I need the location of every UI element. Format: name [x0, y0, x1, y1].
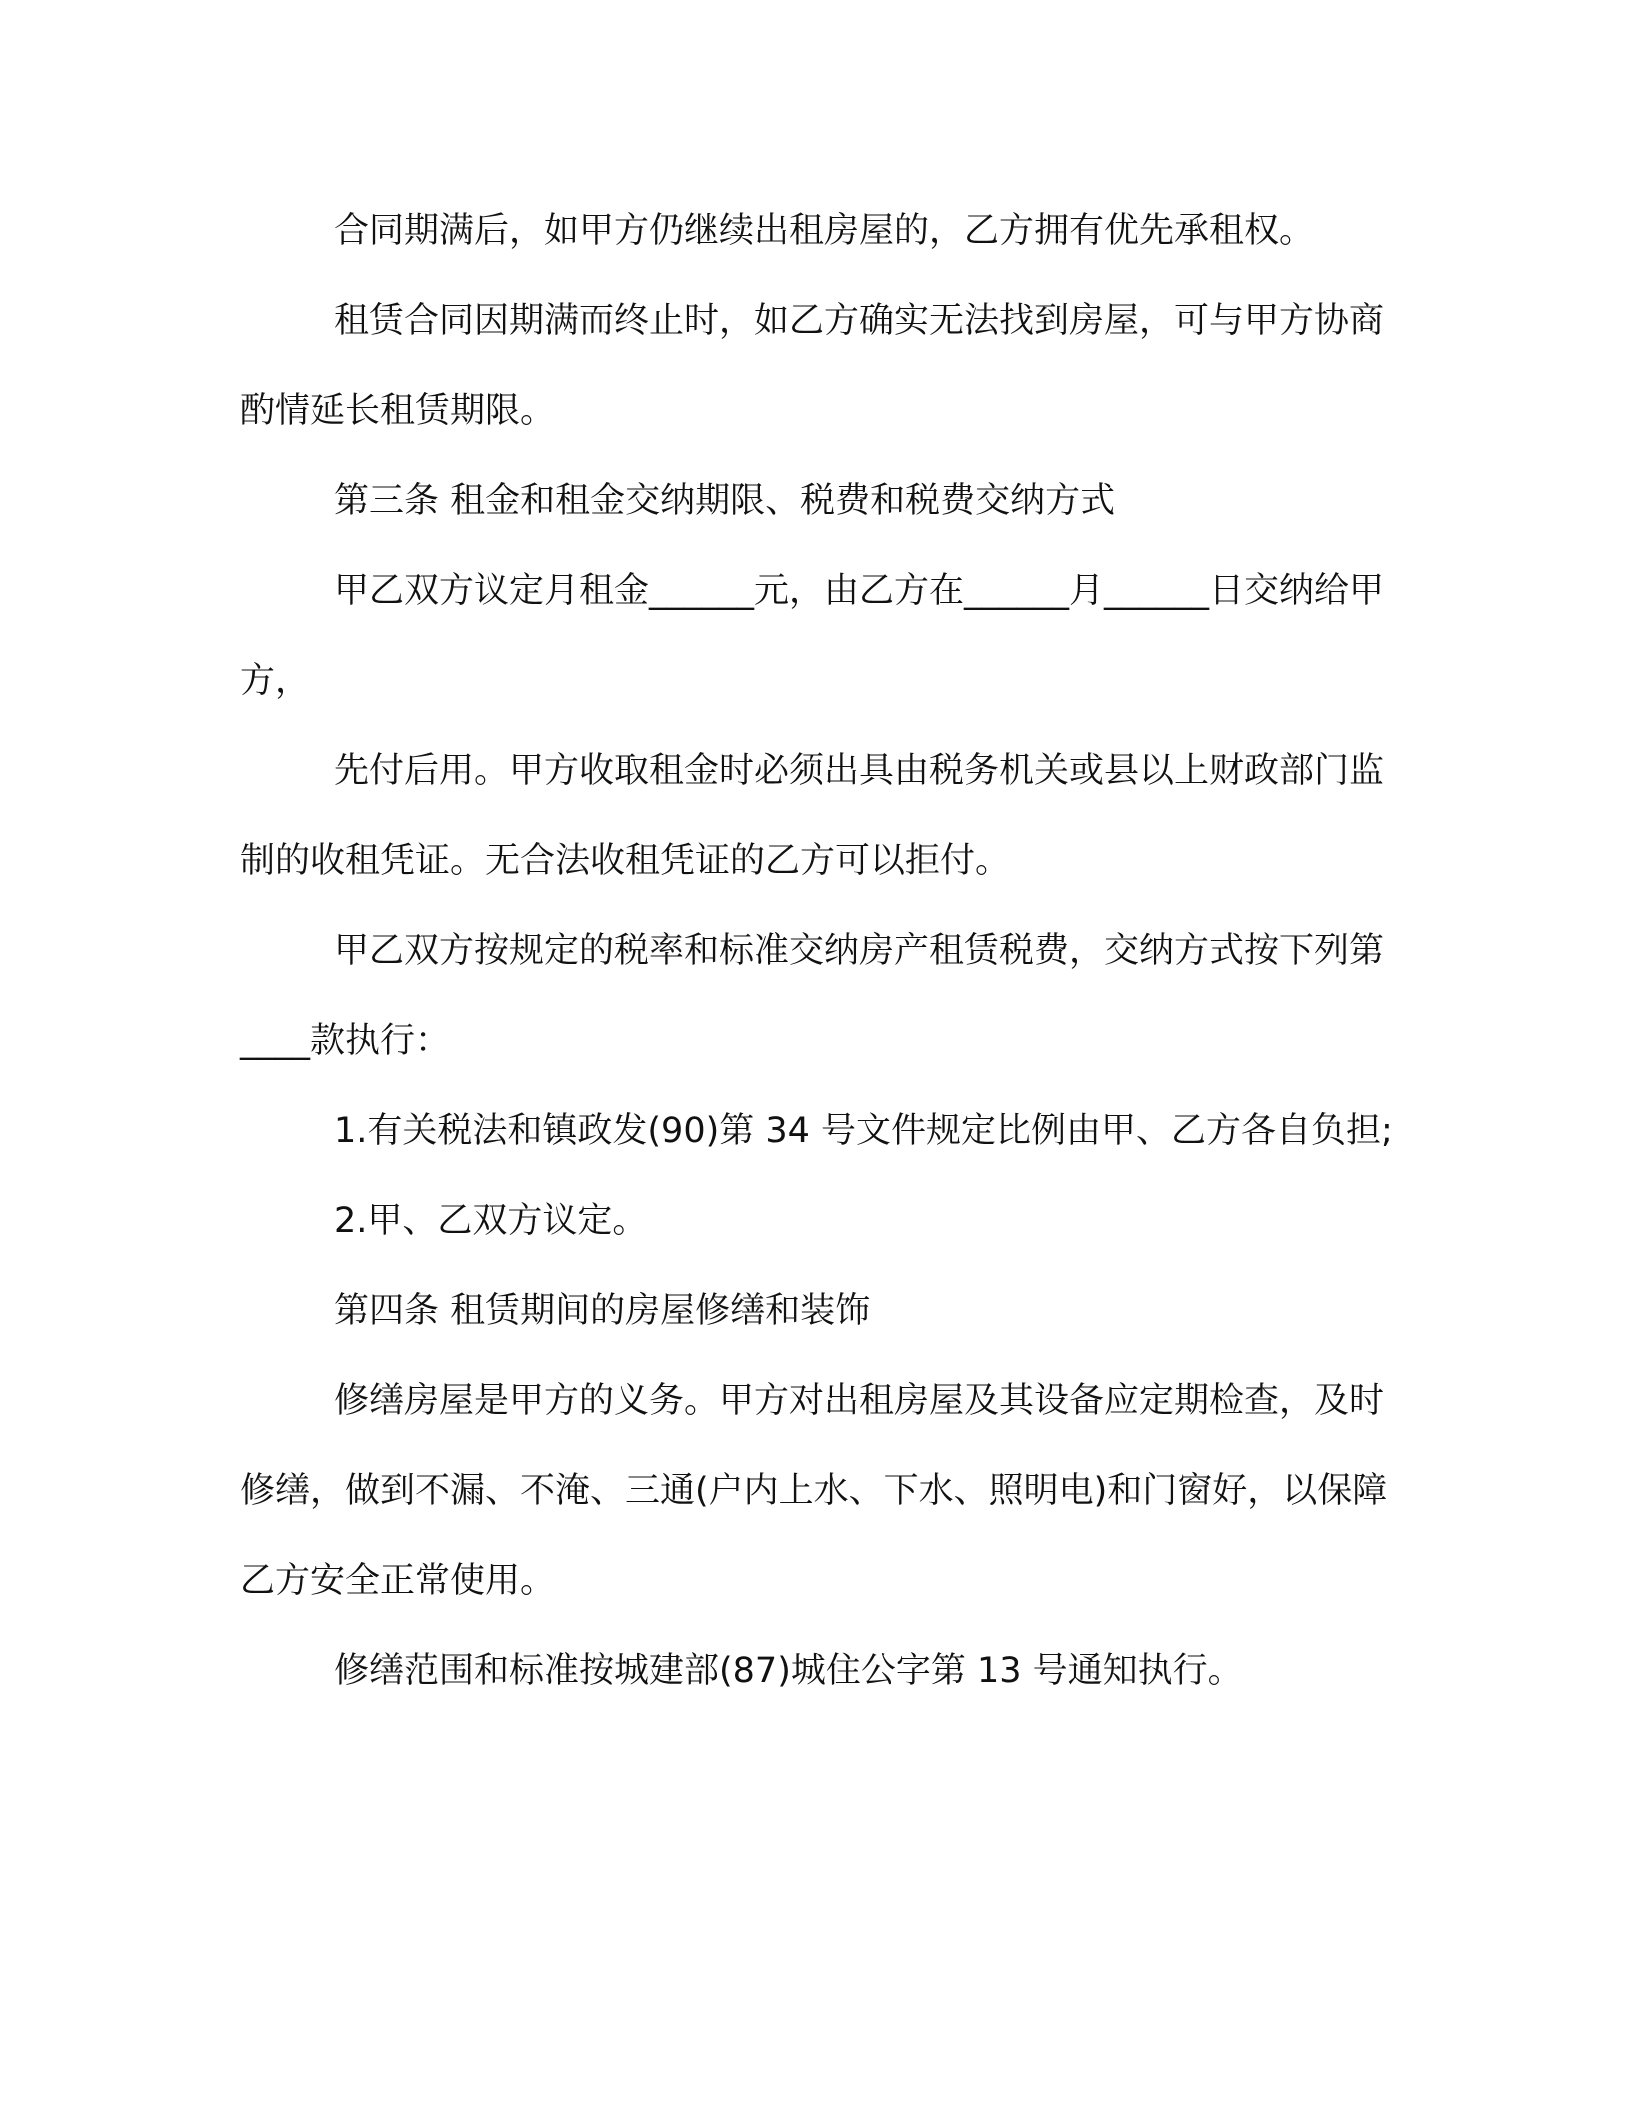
- paragraph-rent-receipt: 先付后用。甲方收取租金时必须出具由税务机关或县以上财政部门监制的收租凭证。无合法收租凭证的乙方可以拒付。: [240, 751, 1385, 881]
- list-item-option-1: 1.有关税法和镇政发(90)第 34 号文件规定比例由甲、乙方各自负担;: [334, 1111, 1393, 1151]
- paragraph-priority-lease-right: 合同期满后，如甲方仍继续出租房屋的，乙方拥有优先承租权。: [334, 211, 1315, 251]
- paragraph-lease-extension: 租赁合同因期满而终止时，如乙方确实无法找到房屋，可与甲方协商酌情延长租赁期限。: [240, 301, 1385, 431]
- section-heading-article-3: 第三条 租金和租金交纳期限、税费和税费交纳方式: [334, 481, 1116, 521]
- paragraph-repair-obligation: 修缮房屋是甲方的义务。甲方对出租房屋及其设备应定期检查，及时修缮，做到不漏、不淹、三通(户内上水、下水、照明电)和门窗好，以保障乙方安全正常使用。: [240, 1381, 1388, 1601]
- paragraph-monthly-rent: 甲乙双方议定月租金______元，由乙方在______月______日交纳给甲方，: [240, 571, 1385, 701]
- document-body: [240, 186, 1400, 1716]
- paragraph-tax-payment-method: 甲乙双方按规定的税率和标准交纳房产租赁税费，交纳方式按下列第____款执行：: [240, 931, 1385, 1061]
- list-item-option-2: 2.甲、乙双方议定。: [334, 1201, 648, 1241]
- paragraph-repair-standard: 修缮范围和标准按城建部(87)城住公字第 13 号通知执行。: [334, 1651, 1243, 1691]
- section-heading-article-4: 第四条 租赁期间的房屋修缮和装饰: [334, 1291, 871, 1331]
